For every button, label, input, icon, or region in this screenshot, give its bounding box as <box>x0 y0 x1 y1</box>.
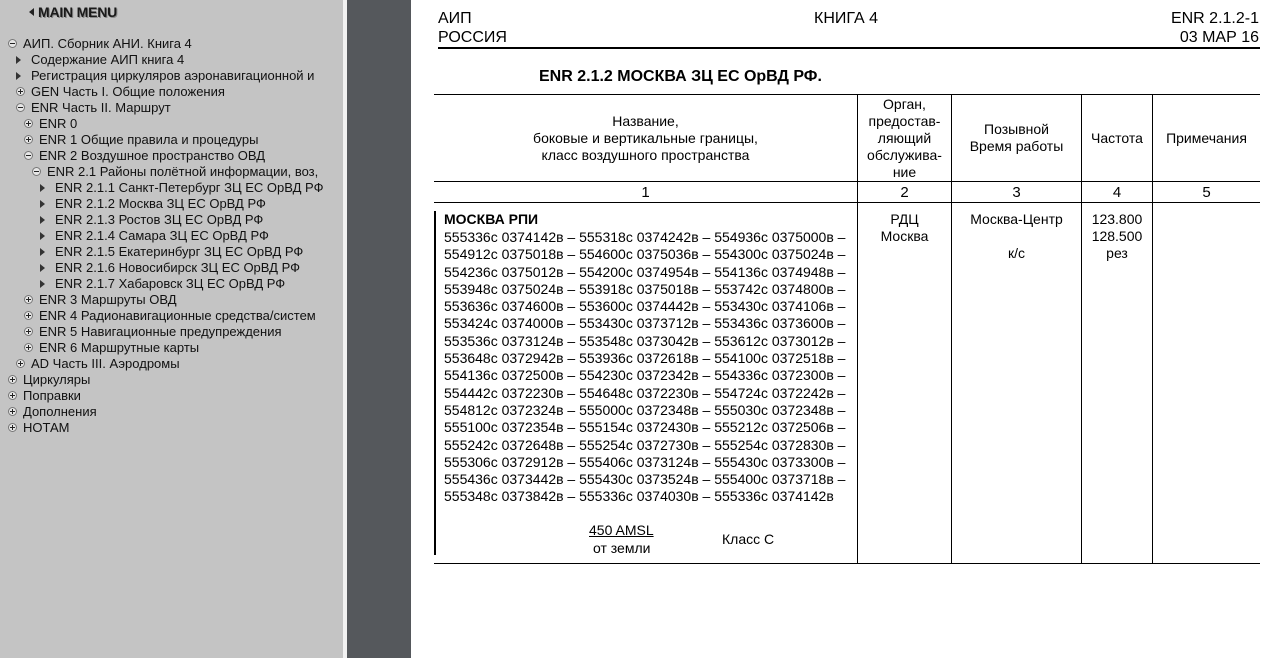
tree-item[interactable] <box>0 212 343 228</box>
expand-icon[interactable] <box>16 359 25 368</box>
arrow-right-icon[interactable] <box>40 280 45 288</box>
expand-icon[interactable] <box>24 295 33 304</box>
frequency: рез <box>1106 245 1128 261</box>
tree-item-label: Содержание АИП книга 4 <box>31 52 185 67</box>
operating-hours: к/с <box>1007 245 1025 261</box>
tree-item-label: GEN Часть I. Общие положения <box>31 84 225 99</box>
expand-icon[interactable] <box>24 135 33 144</box>
collapse-icon[interactable] <box>32 167 41 176</box>
tree-item-label: ENR 6 Маршрутные карты <box>39 340 200 355</box>
tree-item-label: ENR 2 Воздушное пространство ОВД <box>39 148 266 163</box>
viewer-gutter <box>347 0 411 658</box>
tree-item[interactable] <box>0 148 343 164</box>
frequency: 128.500 <box>1091 228 1143 244</box>
tree-item[interactable] <box>0 372 343 388</box>
change-bar <box>434 211 436 555</box>
tree-item[interactable] <box>0 100 343 116</box>
tree-item-label: Циркуляры <box>23 372 91 387</box>
expand-icon[interactable] <box>8 391 17 400</box>
table-number-border <box>434 202 1260 203</box>
tree-item[interactable] <box>0 388 343 404</box>
tree-item-label: ENR 2.1.2 Москва ЗЦ ЕС ОрВД РФ <box>55 196 266 211</box>
tree-item-label: ENR 0 <box>39 116 78 131</box>
table-header-border <box>434 181 1260 182</box>
arrow-right-icon[interactable] <box>40 248 45 256</box>
column-header-text: Частота <box>1091 129 1143 146</box>
unit-location: Москва <box>880 228 929 244</box>
coordinate-line: 553636с 0374600в – 553600с 0374442в – 553430с 0374106в – <box>444 298 846 315</box>
tree-item-label: ENR 2.1.3 Ростов ЗЦ ЕС ОрВД РФ <box>55 212 264 227</box>
column-header-text: Позывной Время работы <box>969 121 1064 154</box>
coordinate-line: 555348с 0373842в – 555336с 0374030в – 555336с 0374142в <box>444 488 834 505</box>
tree-item-label: ENR 2.1.1 Санкт-Петербург ЗЦ ЕС ОрВД РФ <box>55 180 324 195</box>
coordinate-line: 553948с 0375024в – 553918с 0375018в – 553742с 0374800в – <box>444 280 846 297</box>
column-header-frequency <box>1082 95 1152 181</box>
tree-item-label: ENR 5 Навигационные предупреждения <box>39 324 282 339</box>
coordinate-line: 554912с 0375018в – 554600с 0375036в – 554300с 0375024в – <box>444 246 846 263</box>
coordinate-line: 553648с 0372942в – 553936с 0372618в – 554100с 0372518в – <box>444 350 846 367</box>
tree-item-label: ENR 2.1.7 Хабаровск ЗЦ ЕС ОрВД РФ <box>55 276 286 291</box>
tree-item[interactable] <box>0 244 343 260</box>
tree-item[interactable] <box>0 180 343 196</box>
arrow-right-icon[interactable] <box>40 184 45 192</box>
back-arrow-icon <box>29 8 34 16</box>
unit-name: РДЦ <box>890 211 919 227</box>
header-page-id: ENR 2.1.2-1 <box>1170 10 1259 27</box>
tree-item-label: НОТАМ <box>23 420 70 435</box>
tree-item-label: Дополнения <box>23 404 97 419</box>
coordinate-line: 554442с 0372230в – 554648с 0372230в – 554724с 0372242в – <box>444 384 846 401</box>
tree-item[interactable] <box>0 276 343 292</box>
tree-item[interactable] <box>0 260 343 276</box>
header-date: 03 МАР 16 <box>1179 29 1259 46</box>
expand-icon[interactable] <box>8 407 17 416</box>
column-number: 5 <box>1202 184 1211 201</box>
tree-item-label: Регистрация циркуляров аэронавигационной и <box>31 68 315 83</box>
tree-item[interactable] <box>0 404 343 420</box>
tree-item-label: ENR 1 Общие правила и процедуры <box>39 132 259 147</box>
tree-item[interactable] <box>0 52 343 68</box>
tree-item-label: Поправки <box>23 388 81 403</box>
expand-icon[interactable] <box>24 119 33 128</box>
expand-icon[interactable] <box>24 311 33 320</box>
tree-item-label: ENR 2.1.4 Самара ЗЦ ЕС ОрВД РФ <box>55 228 269 243</box>
tree-item-label: AD Часть III. Аэродромы <box>31 356 180 371</box>
column-header-text: Название, боковые и вертикальные границы, класс воздушного пространства <box>533 112 758 163</box>
expand-icon[interactable] <box>16 87 25 96</box>
column-header-text: Орган, предостав- ляющий обслужива- ние <box>867 95 942 180</box>
coordinate-line: 555436с 0373442в – 555430с 0373524в – 555400с 0373718в – <box>444 471 846 488</box>
tree-item[interactable] <box>0 84 343 100</box>
collapse-icon[interactable] <box>24 151 33 160</box>
coordinate-line: 555100с 0372354в – 555154с 0372430в – 555212с 0372506в – <box>444 419 846 436</box>
tree-item-label: ENR 2.1.5 Екатеринбург ЗЦ ЕС ОрВД РФ <box>55 244 304 259</box>
collapse-icon[interactable] <box>8 39 17 48</box>
tree-item[interactable] <box>0 292 343 308</box>
coordinate-line: 553536с 0373124в – 553548с 0373042в – 553612с 0373012в – <box>444 332 846 349</box>
callsign: Москва-Центр <box>970 211 1063 227</box>
tree-item-label: ENR 2.1.6 Новосибирск ЗЦ ЕС ОрВД РФ <box>55 260 300 275</box>
coordinate-line: 554236с 0375012в – 554200с 0374954в – 554136с 0374948в – <box>444 263 846 280</box>
coordinate-line: 555242с 0372648в – 555254с 0372730в – 555254с 0372830в – <box>444 436 846 453</box>
airspace-class: Класс C <box>722 531 775 547</box>
upper-limit: 450 AMSL <box>589 522 654 538</box>
tree-item-label: ENR 3 Маршруты ОВД <box>39 292 177 307</box>
arrow-right-icon[interactable] <box>16 72 21 80</box>
coordinate-line: 554812с 0372324в – 555000с 0372348в – 555030с 0372348в – <box>444 401 846 418</box>
collapse-icon[interactable] <box>16 103 25 112</box>
tree-item-label: ENR 2.1 Районы полётной информации, воз, <box>47 164 319 179</box>
arrow-right-icon[interactable] <box>40 232 45 240</box>
tree-item[interactable] <box>0 116 343 132</box>
column-header-text: Примечания <box>1166 129 1247 146</box>
expand-icon[interactable] <box>24 327 33 336</box>
tree-item[interactable] <box>0 196 343 212</box>
header-book: КНИГА 4 <box>814 10 878 27</box>
tree-item-label: АИП. Сборник АНИ. Книга 4 <box>23 36 192 51</box>
table-bottom-border <box>434 563 1260 564</box>
tree-item[interactable] <box>0 132 343 148</box>
column-header-callsign <box>952 95 1081 181</box>
column-number: 4 <box>1112 184 1122 201</box>
document-page <box>411 0 1288 658</box>
arrow-right-icon[interactable] <box>40 216 45 224</box>
tree-item[interactable] <box>0 356 343 372</box>
column-header-name <box>434 95 857 181</box>
column-header-remarks <box>1153 95 1260 181</box>
expand-icon[interactable] <box>8 423 17 432</box>
arrow-right-icon[interactable] <box>40 264 45 272</box>
main-menu-button[interactable] <box>29 4 117 20</box>
header-aip: АИП <box>438 10 472 27</box>
tree-item[interactable] <box>0 420 343 436</box>
lower-limit: от земли <box>593 540 651 556</box>
navigation-tree <box>0 36 343 436</box>
arrow-right-icon[interactable] <box>40 200 45 208</box>
tree-item[interactable] <box>0 340 343 356</box>
frequency: 123.800 <box>1091 211 1143 227</box>
tree-item-label: ENR Часть II. Маршрут <box>31 100 171 115</box>
coordinate-line: 555336с 0374142в – 555318с 0374242в – 554936с 0375000в – <box>444 229 846 245</box>
column-header-unit <box>858 95 951 181</box>
expand-icon[interactable] <box>24 343 33 352</box>
column-number: 3 <box>1012 184 1021 201</box>
column-number: 1 <box>641 184 650 201</box>
tree-item[interactable] <box>0 228 343 244</box>
navigation-sidebar <box>0 0 343 658</box>
expand-icon[interactable] <box>8 375 17 384</box>
tree-item[interactable] <box>0 68 343 84</box>
tree-item[interactable] <box>0 324 343 340</box>
main-menu-label: MAIN MENU <box>38 4 118 20</box>
coordinate-line: 553424с 0374000в – 553430с 0373712в – 553436с 0373600в – <box>444 315 846 332</box>
header-country: РОССИЯ <box>438 29 507 46</box>
column-number: 2 <box>900 184 909 201</box>
coordinate-line: 555306с 0372912в – 555406с 0373124в – 555430с 0373300в – <box>444 453 846 470</box>
tree-item[interactable] <box>0 308 343 324</box>
lateral-limits <box>444 229 845 506</box>
tree-item[interactable] <box>0 36 343 52</box>
fir-name: МОСКВА РПИ <box>444 211 539 227</box>
document-title: ENR 2.1.2 МОСКВА ЗЦ ЕС ОрВД РФ. <box>539 68 822 85</box>
arrow-right-icon[interactable] <box>16 56 21 64</box>
coordinate-line: 554136с 0372500в – 554230с 0372342в – 554336с 0372300в – <box>444 367 846 384</box>
header-rule <box>438 47 1260 49</box>
tree-item[interactable] <box>0 164 343 180</box>
tree-item-label: ENR 4 Радионавигационные средства/систем <box>39 308 316 323</box>
